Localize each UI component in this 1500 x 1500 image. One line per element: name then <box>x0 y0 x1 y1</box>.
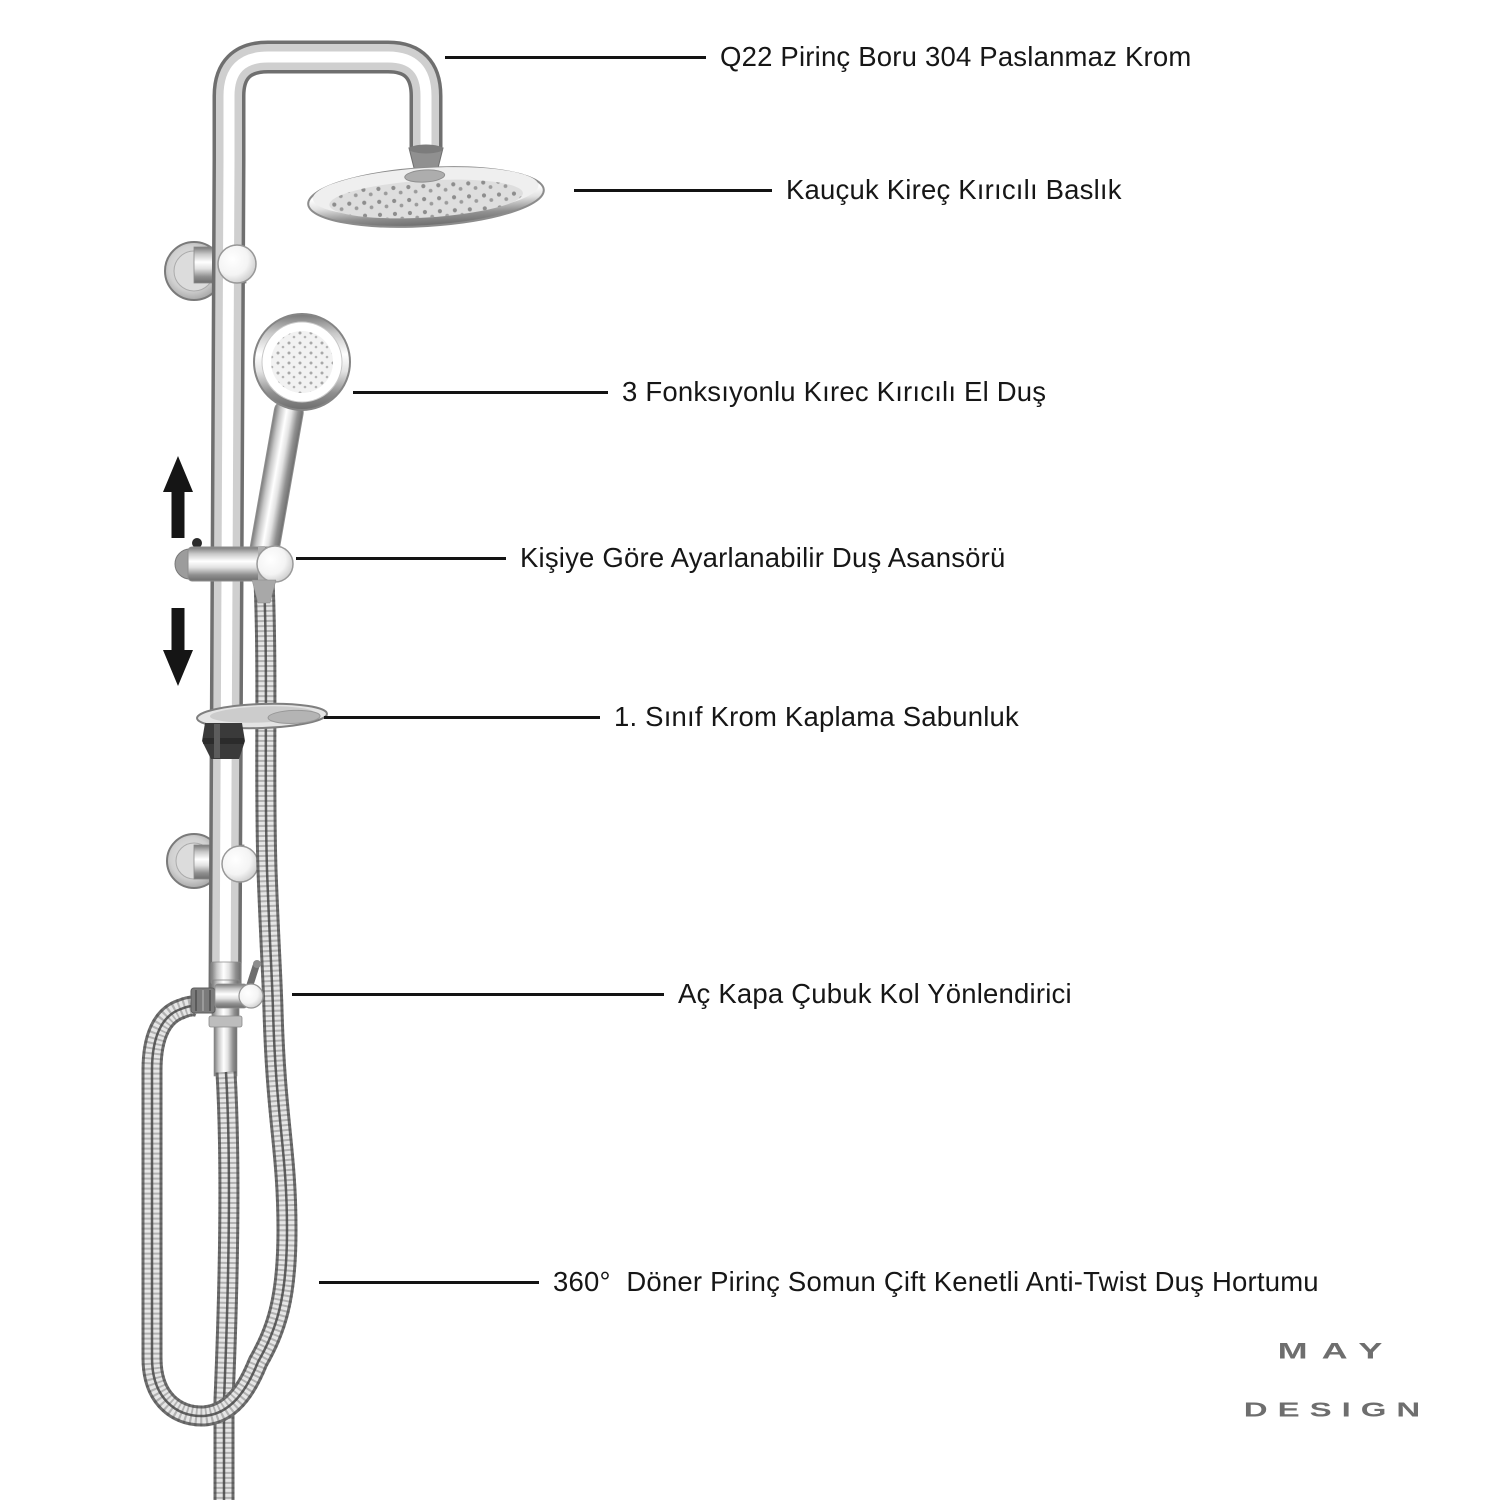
callout-soap-dish <box>324 697 1019 737</box>
callout-shower-hose <box>319 1262 1319 1302</box>
callout-hand-shower <box>353 372 1046 412</box>
callout-label: Kauçuk Kireç Kırıcılı Baslık <box>786 174 1122 205</box>
arrow-up-icon <box>163 456 193 538</box>
callout-label: Kişiye Göre Ayarlanabilir Duş Asansörü <box>520 542 1006 573</box>
callout-line <box>445 56 706 59</box>
soap-dish-clamp <box>202 723 245 759</box>
callout-line <box>324 716 600 719</box>
brand-logo-line1: MAY <box>1277 1338 1397 1364</box>
callout-line <box>574 189 772 192</box>
brand-logo <box>1217 1338 1457 1436</box>
upper-bracket-cap <box>218 245 256 283</box>
callout-slider <box>296 538 1006 578</box>
callout-diverter <box>292 974 1072 1014</box>
arrow-down-icon <box>163 608 193 686</box>
callout-label: Aç Kapa Çubuk Kol Yönlendirici <box>678 978 1072 1009</box>
callout-label: 1. Sınıf Krom Kaplama Sabunluk <box>614 701 1019 732</box>
hand-shower <box>246 314 350 574</box>
callout-label: Q22 Pirinç Boru 304 Paslanmaz Krom <box>720 41 1192 72</box>
callout-line <box>319 1281 539 1284</box>
diverter-valve <box>191 960 263 1027</box>
callout-rain-head <box>574 170 1122 210</box>
callout-label: 360° Döner Pirinç Somun Çift Kenetli Anti-Twist Duş Hortumu <box>553 1266 1319 1297</box>
callout-line <box>353 391 608 394</box>
rain-shower-head <box>306 145 545 234</box>
callout-line <box>296 557 506 560</box>
supply-hose <box>214 1024 237 1500</box>
lower-bracket-cap <box>222 846 258 882</box>
brand-logo-line2: DESIGN <box>1243 1398 1431 1421</box>
callout-label: 3 Fonksıyonlu Kırec Kırıcılı El Duş <box>622 376 1047 407</box>
callout-riser-pipe <box>445 37 1191 77</box>
callout-line <box>292 993 664 996</box>
